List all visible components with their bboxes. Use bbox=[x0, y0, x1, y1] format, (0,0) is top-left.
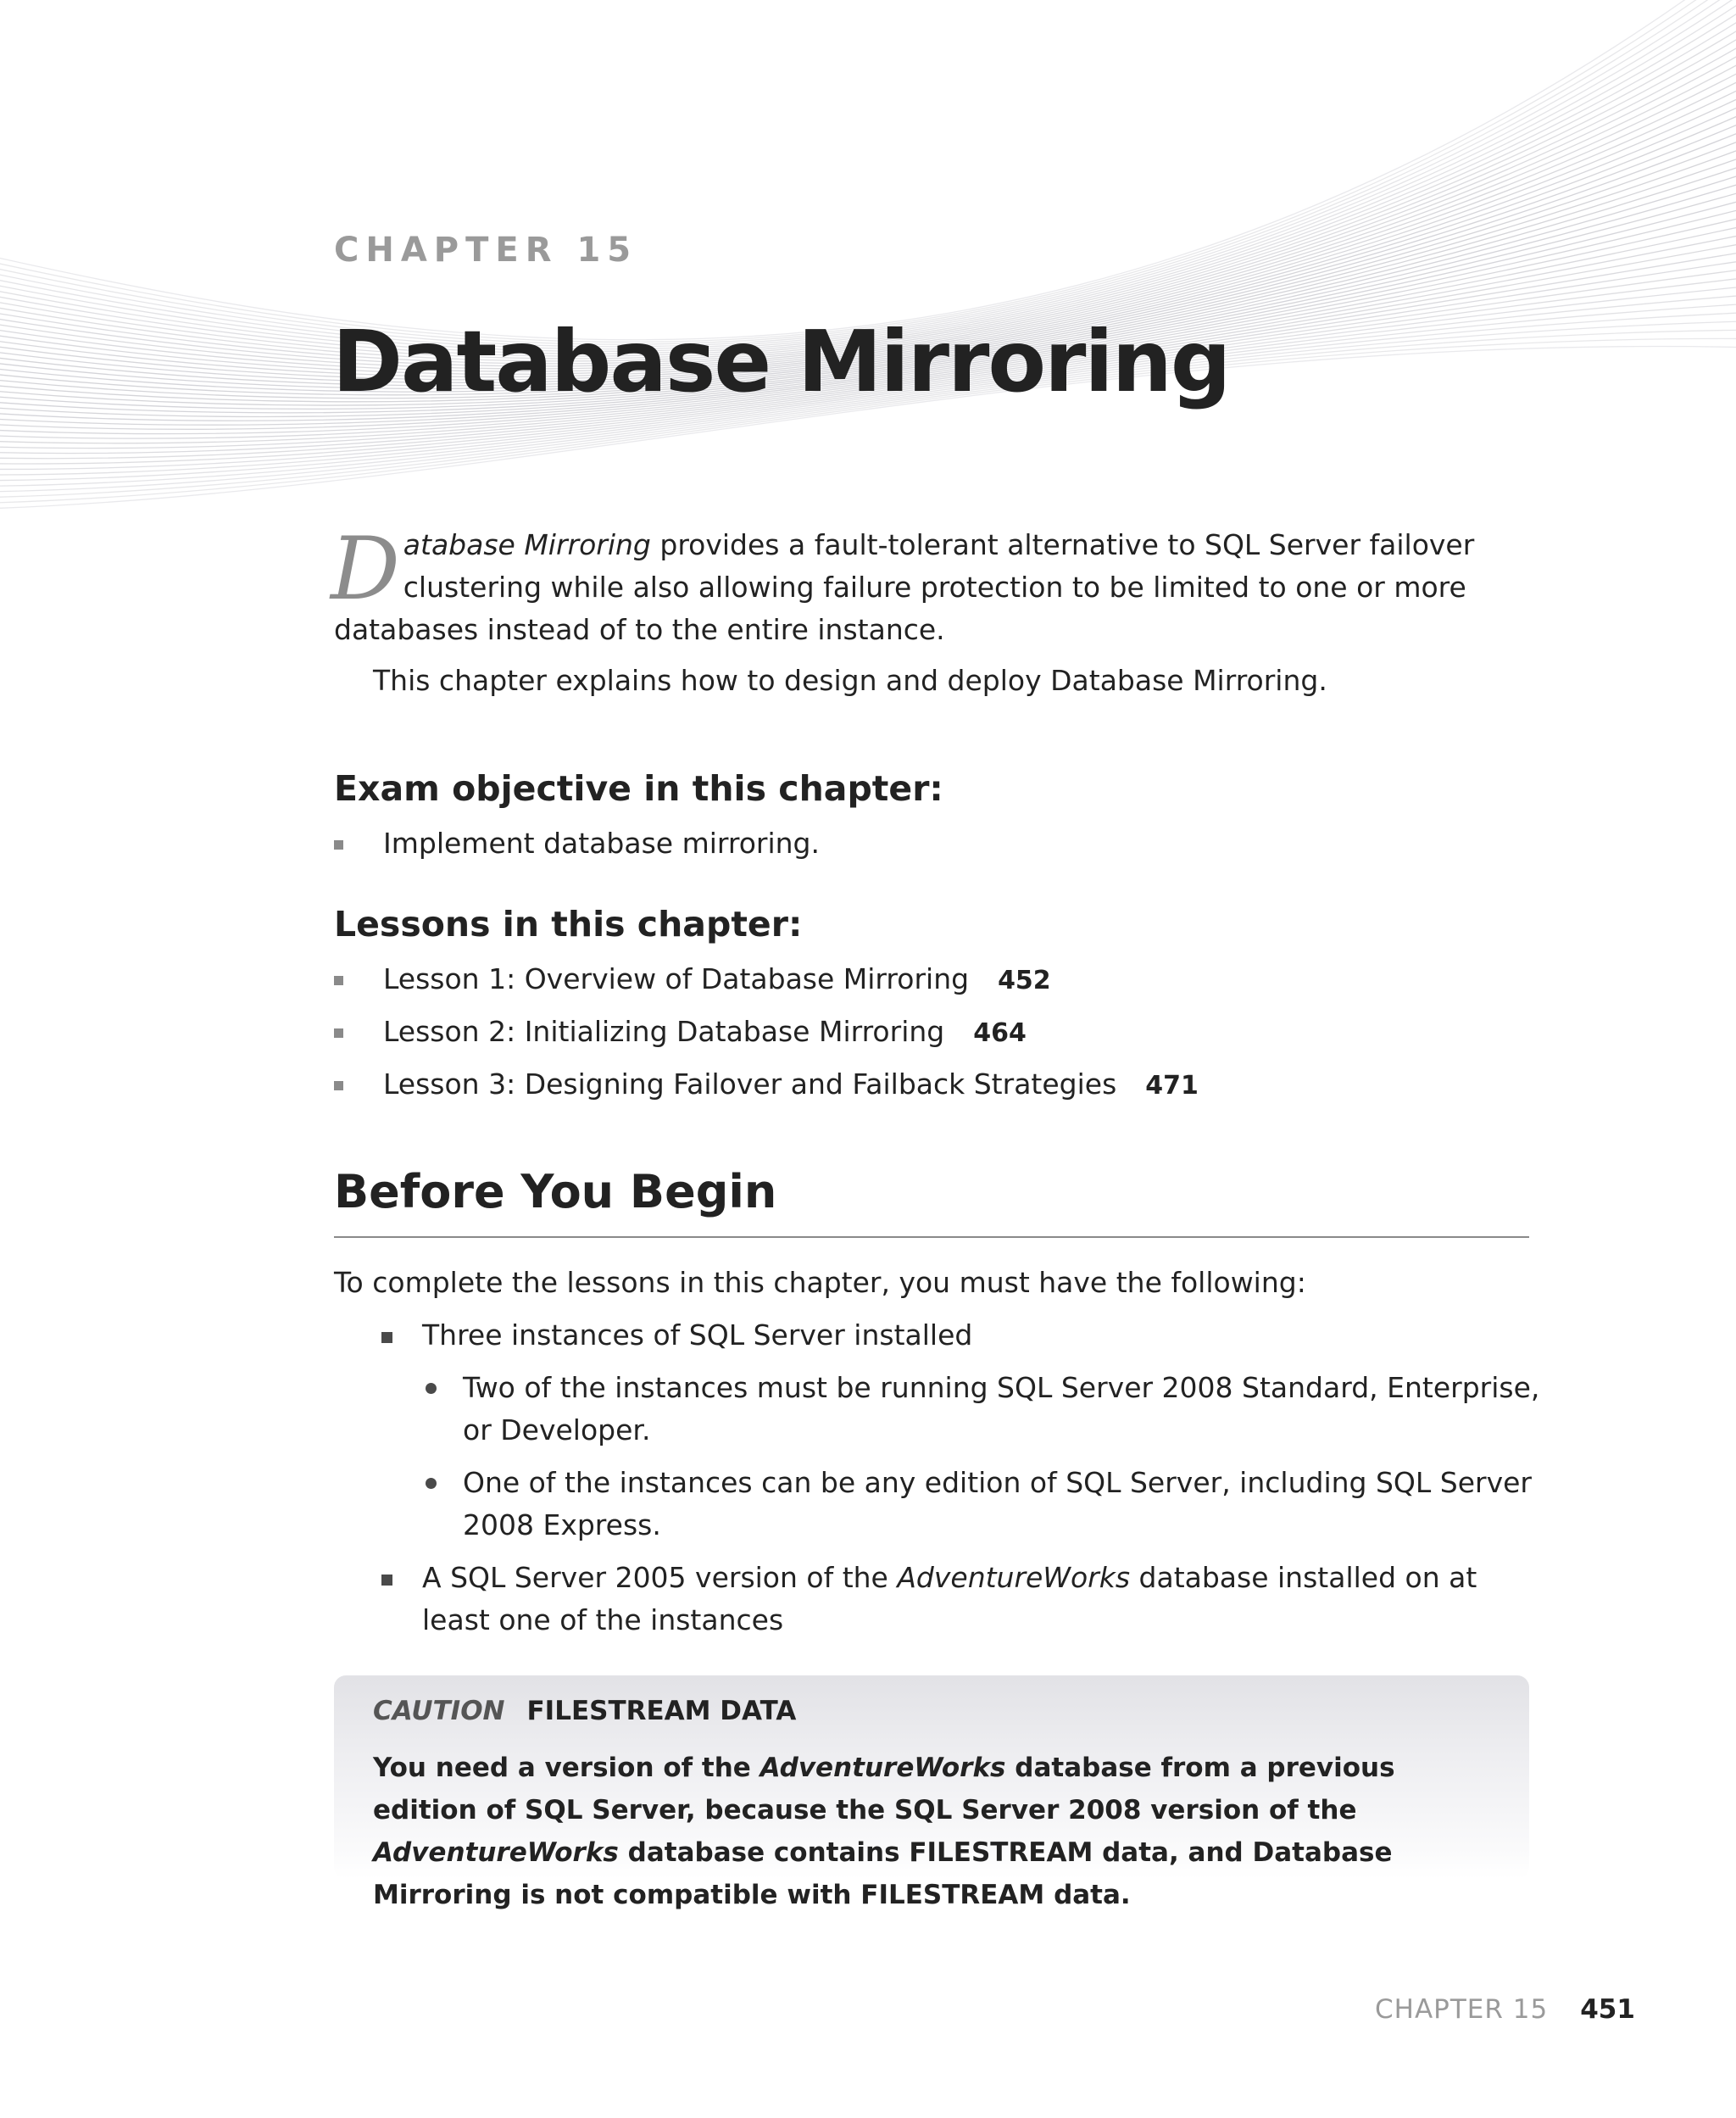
lessons-heading: Lessons in this chapter: bbox=[334, 904, 803, 945]
chapter-title: Database Mirroring bbox=[332, 312, 1230, 411]
lesson-page-number: 452 bbox=[998, 966, 1051, 995]
lesson-page-number: 464 bbox=[973, 1018, 1027, 1048]
caution-box bbox=[334, 1675, 1529, 1910]
exam-objective-list bbox=[334, 817, 820, 870]
intro-paragraph bbox=[331, 519, 1538, 651]
requirement-text: Three instances of SQL Server installed bbox=[422, 1318, 973, 1352]
intro-text: provides a fault-tolerant alternative to SQL Server failover clustering while also allowing failure protection to be limited to one or more databases instead of to the entire instance. bbox=[334, 528, 1475, 646]
round-bullet-icon bbox=[426, 1383, 437, 1394]
intro-italic-lead: atabase Mirroring bbox=[403, 528, 651, 561]
lesson-item[interactable] bbox=[334, 1006, 1199, 1058]
square-bullet-icon bbox=[334, 976, 343, 985]
square-bullet-icon bbox=[381, 1575, 392, 1586]
square-bullet-icon bbox=[334, 1081, 343, 1090]
drop-cap: D bbox=[331, 519, 400, 620]
requirement-subitem-text: One of the instances can be any edition of SQL Server, including SQL Server 2008 Express. bbox=[463, 1466, 1532, 1541]
lesson-title: Lesson 2: Initializing Database Mirroring bbox=[383, 1015, 945, 1048]
caution-title: FILESTREAM DATA bbox=[526, 1696, 797, 1726]
lesson-page-number: 471 bbox=[1145, 1071, 1199, 1101]
lesson-item[interactable] bbox=[334, 1058, 1199, 1111]
requirement-item bbox=[381, 1314, 1534, 1357]
page-footer bbox=[1375, 1993, 1635, 2026]
exam-objective-heading: Exam objective in this chapter: bbox=[334, 768, 943, 809]
page-number: 451 bbox=[1580, 1994, 1635, 2025]
square-bullet-icon bbox=[381, 1332, 392, 1343]
lesson-item[interactable] bbox=[334, 953, 1199, 1006]
requirement-subitem bbox=[422, 1462, 1541, 1547]
requirement-text: A SQL Server 2005 version of the AdventureWorks database installed on at least one of the instances bbox=[422, 1561, 1477, 1636]
caution-header bbox=[373, 1694, 796, 1728]
requirement-subitem bbox=[422, 1367, 1541, 1452]
round-bullet-icon bbox=[426, 1478, 437, 1489]
footer-chapter-label: CHAPTER 15 bbox=[1375, 1994, 1549, 2025]
before-you-begin-heading: Before You Begin bbox=[334, 1165, 777, 1218]
chapter-label: CHAPTER 15 bbox=[334, 231, 638, 270]
requirement-item bbox=[381, 1557, 1534, 1641]
before-you-begin-intro: To complete the lessons in this chapter, you must have the following: bbox=[334, 1266, 1306, 1299]
square-bullet-icon bbox=[334, 840, 343, 850]
lessons-list bbox=[334, 953, 1199, 1111]
caution-text: You need a version of the AdventureWorks database from a previous edition of SQL Server, because the SQL Server 2008 version of the AdventureWorks database contains FILESTREAM data, and Database Mirroring is not compatible with FILESTREAM data. bbox=[373, 1753, 1395, 1910]
section-divider bbox=[334, 1236, 1529, 1238]
lesson-title: Lesson 1: Overview of Database Mirroring bbox=[383, 962, 970, 995]
caution-tag: CAUTION bbox=[373, 1696, 505, 1726]
square-bullet-icon bbox=[334, 1028, 343, 1038]
requirement-subitem-text: Two of the instances must be running SQL Server 2008 Standard, Enterprise, or Developer. bbox=[463, 1371, 1540, 1446]
lesson-title: Lesson 3: Designing Failover and Failback Strategies bbox=[383, 1067, 1117, 1101]
list-item bbox=[334, 817, 820, 870]
intro-second-paragraph: This chapter explains how to design and deploy Database Mirroring. bbox=[373, 664, 1327, 697]
exam-objective-text: Implement database mirroring. bbox=[383, 827, 820, 860]
